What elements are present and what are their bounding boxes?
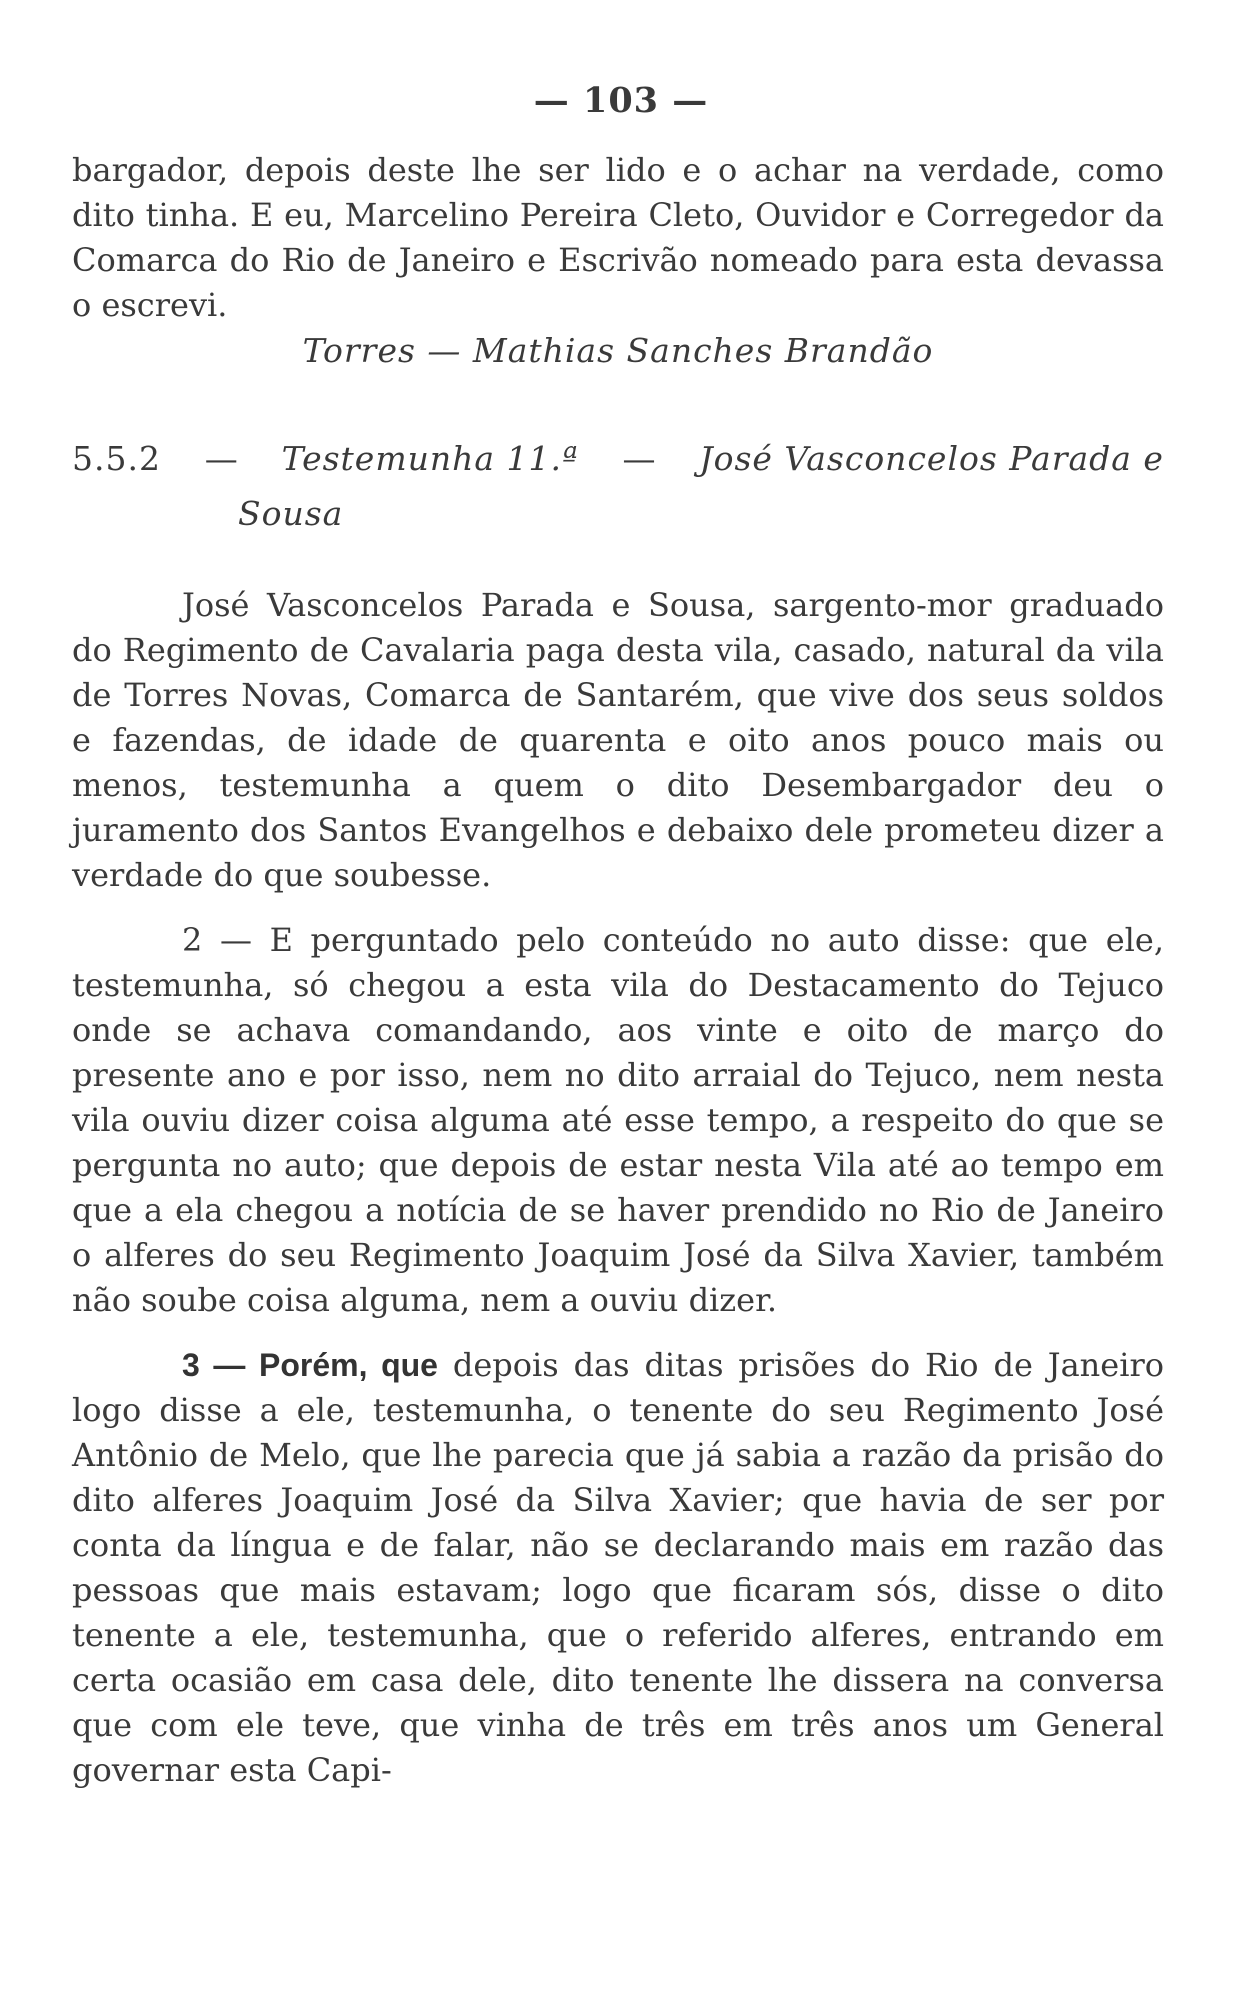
signature-line: Torres — Mathias Sanches Brandão — [302, 331, 934, 370]
paragraph-3-text: depois das ditas prisões do Rio de Janeiro logo disse a ele, testemunha, o tenente do seu Regimento José Antônio de Melo, que lhe parecia que já sabia a razão da prisão do dito alferes Joaquim José da Silva Xavier; que havia de ser por conta da língua e de falar, não se declarando mais em razão das pessoas que mais estavam; logo que ficaram sós, disse o dito tenente a ele, testemunha, que o referido alferes, entrando em certa ocasião em casa dele, dito tenente lhe dissera na conversa que com ele teve, que vinha de três em três anos um General governar esta Capi- — [72, 1346, 1165, 1789]
section-heading — [72, 431, 1164, 541]
section-witness-label: Testemunha 11.ª — [281, 439, 579, 478]
page-number: — 103 — — [533, 80, 709, 121]
paragraph-2: 2 — E perguntado pelo conteúdo no auto disse: que ele, testemunha, só chegou a esta vila do Destacamento do Tejuco onde se achava comandando, aos vinte e oito de março do presente ano e por isso, nem no dito arraial do Tejuco, nem nesta vila ouviu dizer coisa alguma até esse tempo, a respeito do que se pergunta no auto; que depois de estar nesta Vila até ao tempo em que a ela chegou a notícia de se haver prendido no Rio de Janeiro o alferes do seu Regimento Joaquim José da Silva Xavier, também não soube coisa alguma, nem a ouviu dizer. — [72, 921, 1164, 1319]
section-separator-2: — — [622, 439, 656, 478]
section-witness-name-cont: Sousa — [238, 494, 344, 533]
paragraph-3-lead: 3 — Porém, que — [182, 1347, 438, 1383]
page-body — [72, 148, 1164, 1793]
section-separator-1: — — [204, 439, 238, 478]
section-witness-name: José Vasconcelos Parada e — [699, 439, 1164, 478]
paragraph-3 — [72, 1343, 1164, 1793]
opening-paragraph: bargador, depois deste lhe ser lido e o achar na verdade, como dito tinha. E eu, Marcelino Pereira Cleto, Ouvidor e Corregedor da Comarca do Rio de Janeiro e Escrivão nomeado para esta devassa o escrevi. — [72, 151, 1164, 324]
paragraph-1: José Vasconcelos Parada e Sousa, sargento-mor graduado do Regimento de Cavalaria paga desta vila, casado, natural da vila de Torres Novas, Comarca de Santarém, que vive dos seus soldos e fazendas, de idade de quarenta e oito anos pouco mais ou menos, testemunha a quem o dito Desembargador deu o juramento dos Santos Evangelhos e debaixo dele prometeu dizer a verdade do que soubesse. — [72, 586, 1164, 894]
section-number: 5.5.2 — [72, 439, 161, 478]
